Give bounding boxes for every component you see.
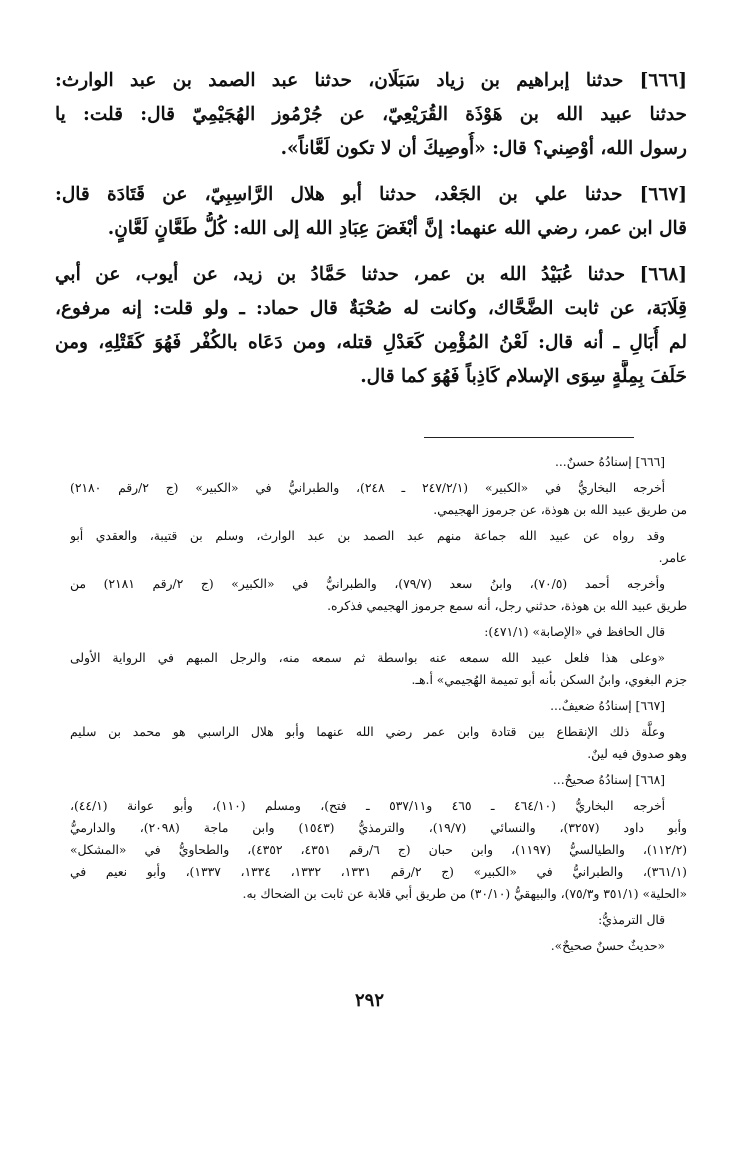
footnote-line: [٦٦٦] إسنادُهُ حسنٌ...	[554, 455, 665, 469]
footnote-paragraph	[70, 621, 687, 643]
hadith-line: رسول الله، أوْصِني؟ قال: «أُوصِيكَ أن لا تكون لَعَّاناً».	[280, 138, 687, 159]
footnote-line: طريق عبيد الله بن هوذة، حدثني رجل، أنه سمع جرموز الهجيمي فذكره.	[327, 599, 687, 613]
hadith-line: قِلَابَة، عن ثابت الضَّحَّاك، وكانت له صُحْبَةٌ قال حماد: ـ ولو قلت: إنه مرفوع،	[55, 298, 687, 319]
footnote-paragraph	[70, 909, 687, 931]
footnote-line: «الحلية» (٣٥١/١ و٧٥/٣)، والبيهقيُّ (٣٠/١٠) من طريق أبي قلابة عن ثابت بن الضحاك به.	[242, 887, 687, 901]
footnote-line: وعلَّة ذلك الإنقطاع بين قتادة وابن عمر رضي الله عنهما وأبو هلال الراسبي هو محمد بن سليم	[70, 725, 665, 739]
footnote-paragraph	[70, 769, 687, 791]
footnotes	[70, 451, 687, 961]
footnote-line: وقد رواه عن عبيد الله جماعة منهم عبد الصمد بن عبد الوارث، وسلم بن قتيبة، والعقدي أبو	[70, 529, 665, 543]
hadith-paragraph	[55, 258, 687, 394]
footnote-paragraph	[70, 573, 687, 617]
hadith-line: [٦٦٧] حدثنا علي بن الجَعْد، حدثنا أبو هلال الرَّاسِبِيّ، عن قَتَادَة قال:	[55, 184, 687, 205]
footnote-line: وأبو داود (٣٢٥٧)، والنسائي (١٩/٧)، والترمذيُّ (١٥٤٣) وابن ماجة (٢٠٩٨)، والدارميُّ	[70, 821, 687, 835]
footnote-divider	[424, 437, 634, 438]
footnote-line: وأخرجه أحمد (٧٠/٥)، وابنُ سعد (٧٩/٧)، والطبرانيُّ في «الكبير» (ج ٢/رقم ٢١٨١) من	[70, 577, 665, 591]
footnote-line: أخرجه البخاريُّ (٤٦٤/١٠ ـ ٤٦٥ و٥٣٧/١١ ـ فتح)، ومسلم (١١٠)، وأبو عوانة (٤٤/١)،	[70, 799, 666, 813]
footnote-line: قال الحافظ في «الإصابة» (٤٧١/١):	[484, 625, 665, 639]
footnote-line: (٣٦١/١)، والطبرانيُّ في «الكبير» (ج ٢/رقم ١٣٣١، ١٣٣٢، ١٣٣٤، ١٣٣٧)، وأبو نعيم في	[70, 865, 687, 879]
hadith-line: حدثنا عبيد الله بن هَوْذَة القُرَيْعِيّ، عن جُرْمُوز الهُجَيْمِيّ قال: قلت: يا	[55, 104, 687, 125]
footnote-line: عامر.	[658, 551, 687, 565]
hadith-line: حَلَفَ بِمِلَّةٍ سِوَى الإسلام كَاذِباً فَهُوَ كما قال.	[360, 366, 687, 387]
main-text	[55, 64, 687, 406]
footnote-paragraph	[70, 477, 687, 521]
footnote-paragraph	[70, 647, 687, 691]
hadith-line: [٦٦٨] حدثنا عُبَيْدُ الله بن عمر، حدثنا حَمَّادُ بن زيد، عن أيوب، عن أبي	[55, 264, 687, 285]
page-number: ٢٩٢	[354, 990, 384, 1011]
hadith-line: لم أُبَالِ ـ أنه قال: لَعْنُ المُؤْمِن كَعَدْلِ قتله، ومن دَعَاه بالكُفْر فَهُوَ كَقَتْلِهِ، ومن	[55, 332, 687, 353]
footnote-line: [٦٦٨] إسنادُهُ صحيحٌ...	[552, 773, 665, 787]
footnote-line: «وعلى هذا فلعل عبيد الله سمعه عنه بواسطة ثم سمعه منه، والرجل المبهم في الرواية الأولى	[70, 651, 665, 665]
hadith-paragraph	[55, 178, 687, 246]
footnote-paragraph	[70, 935, 687, 957]
footnote-paragraph	[70, 525, 687, 569]
footnote-line: أخرجه البخاريُّ في «الكبير» (٢٤٧/٢/١ ـ ٢٤٨)، والطبرانيُّ في «الكبير» (ج ٢/رقم ٢١٨٠)	[70, 481, 666, 495]
footnote-line: من طريق عبيد الله بن هوذة، عن جرموز الهجيمي.	[433, 503, 687, 517]
footnote-line: (١١٢/٢)، والطيالسيُّ (١١٩٧)، وابن حبان (ج ٦/رقم ٤٣٥١، ٤٣٥٢)، والطحاويُّ في «المشكل»	[70, 843, 687, 857]
footnote-line: قال الترمذيُّ:	[598, 913, 665, 927]
footnote-paragraph	[70, 795, 687, 905]
footnote-paragraph	[70, 695, 687, 717]
footnote-line: وهو صدوق فيه لينٌ.	[587, 747, 687, 761]
hadith-line: [٦٦٦] حدثنا إبراهيم بن زياد سَبَلَان، حدثنا عبد الصمد بن عبد الوارث:	[55, 70, 687, 91]
footnote-line: [٦٦٧] إسنادُهُ ضعيفٌ...	[550, 699, 665, 713]
hadith-line: قال ابن عمر، رضي الله عنهما: إنَّ أبْغَضَ عِبَادِ الله إلى الله: كُلُّ طَعَّانٍ لَعَّانٍ.	[107, 218, 687, 239]
footnote-line: جزم البغوي، وابنُ السكن بأنه أبو تميمة الهُجيمي» أ.هـ.	[411, 673, 687, 687]
footnote-paragraph	[70, 721, 687, 765]
footnote-line: «حديثٌ حسنٌ صحيحٌ».	[550, 939, 665, 953]
footnote-paragraph	[70, 451, 687, 473]
hadith-paragraph	[55, 64, 687, 166]
